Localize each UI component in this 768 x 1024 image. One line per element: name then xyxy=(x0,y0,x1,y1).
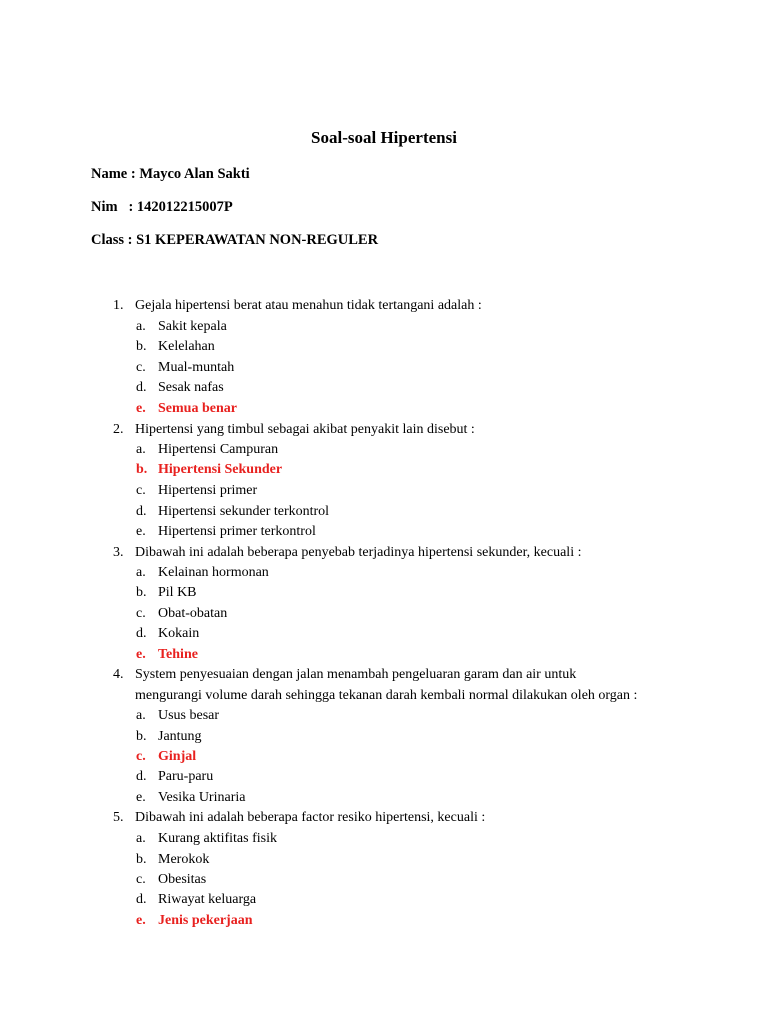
option-letter: d. xyxy=(136,504,147,519)
option-letter: a. xyxy=(136,319,146,334)
question-text: Dibawah ini adalah beberapa factor resiko hipertensi, kecuali : xyxy=(135,810,486,825)
q5-option-d xyxy=(136,890,256,910)
option-text: Pil KB xyxy=(158,585,197,600)
option-letter: c. xyxy=(136,483,146,498)
question-number: 1. xyxy=(113,298,124,313)
option-text: Hipertensi primer terkontrol xyxy=(158,524,316,539)
option-text: Hipertensi Sekunder xyxy=(158,462,283,477)
q5-option-b xyxy=(136,850,209,870)
q2-option-d xyxy=(136,502,329,522)
q4-option-b xyxy=(136,727,202,747)
question-text: Dibawah ini adalah beberapa penyebab terjadinya hipertensi sekunder, kecuali : xyxy=(135,545,582,560)
option-letter: d. xyxy=(136,892,147,907)
option-letter: c. xyxy=(136,872,146,887)
question-1 xyxy=(113,296,482,316)
q2-option-c xyxy=(136,481,257,501)
q5-option-c xyxy=(136,870,206,890)
option-text: Usus besar xyxy=(158,708,220,723)
q3-option-c xyxy=(136,604,227,624)
option-text: Sakit kepala xyxy=(158,319,227,334)
option-letter: e. xyxy=(136,401,146,416)
student-nim-line: Nim : 142012215007P xyxy=(91,199,233,215)
question-number: 2. xyxy=(113,422,124,437)
page-title: Soal-soal Hipertensi xyxy=(311,128,457,147)
option-text: Riwayat keluarga xyxy=(158,892,257,907)
q5-option-e-correct xyxy=(136,911,253,931)
q3-option-d xyxy=(136,624,199,644)
option-text: Ginjal xyxy=(158,749,197,764)
option-text: Obat-obatan xyxy=(158,606,228,621)
student-class-line: Class : S1 KEPERAWATAN NON-REGULER xyxy=(91,232,379,248)
q2-option-e xyxy=(136,522,316,542)
option-letter: b. xyxy=(136,852,147,867)
q2-option-a xyxy=(136,440,278,460)
q1-option-b xyxy=(136,337,215,357)
q1-option-a xyxy=(136,317,227,337)
option-letter: a. xyxy=(136,442,146,457)
option-letter: e. xyxy=(136,647,146,662)
option-letter: b. xyxy=(136,729,147,744)
option-letter: c. xyxy=(136,360,146,375)
q2-option-b-correct xyxy=(136,460,282,480)
option-text: Tehine xyxy=(158,647,198,662)
question-text: System penyesuaian dengan jalan menambah pengeluaran garam dan air untuk xyxy=(135,667,577,682)
option-letter: a. xyxy=(136,831,146,846)
option-text: Merokok xyxy=(158,852,210,867)
option-text: Kurang aktifitas fisik xyxy=(158,831,277,846)
student-name-line: Name : Mayco Alan Sakti xyxy=(91,166,250,182)
question-number: 3. xyxy=(113,545,124,560)
option-letter: b. xyxy=(136,462,148,477)
question-3 xyxy=(113,543,581,563)
option-letter: c. xyxy=(136,606,146,621)
q1-option-e-correct xyxy=(136,399,237,419)
option-text: Jenis pekerjaan xyxy=(158,913,253,928)
q3-option-b xyxy=(136,583,197,603)
option-letter: c. xyxy=(136,749,146,764)
option-text: Semua benar xyxy=(158,401,237,416)
q1-option-c xyxy=(136,358,234,378)
q5-option-a xyxy=(136,829,277,849)
question-text: Hipertensi yang timbul sebagai akibat penyakit lain disebut : xyxy=(135,422,475,437)
q4-option-a xyxy=(136,706,219,726)
q3-option-a xyxy=(136,563,269,583)
option-text: Kelainan hormonan xyxy=(158,565,269,580)
option-text: Paru-paru xyxy=(158,769,214,784)
option-letter: d. xyxy=(136,626,147,641)
option-text: Vesika Urinaria xyxy=(158,790,246,805)
question-2 xyxy=(113,420,475,440)
question-number: 4. xyxy=(113,667,124,682)
question-5 xyxy=(113,808,485,828)
option-text: Hipertensi primer xyxy=(158,483,258,498)
option-letter: d. xyxy=(136,769,147,784)
option-letter: b. xyxy=(136,339,147,354)
option-letter: e. xyxy=(136,790,146,805)
option-letter: b. xyxy=(136,585,147,600)
q3-option-e-correct xyxy=(136,645,198,665)
option-text: Jantung xyxy=(158,729,202,744)
option-text: Obesitas xyxy=(158,872,207,887)
option-letter: e. xyxy=(136,524,146,539)
question-4 xyxy=(113,665,576,685)
q4-option-d xyxy=(136,767,213,787)
option-text: Hipertensi Campuran xyxy=(158,442,279,457)
q4-option-e xyxy=(136,788,245,808)
option-text: Hipertensi sekunder terkontrol xyxy=(158,504,330,519)
option-letter: a. xyxy=(136,565,146,580)
option-text: Sesak nafas xyxy=(158,380,224,395)
option-letter: e. xyxy=(136,913,146,928)
option-letter: d. xyxy=(136,380,147,395)
q1-option-d xyxy=(136,378,224,398)
question-number: 5. xyxy=(113,810,124,825)
q4-option-c-correct xyxy=(136,747,196,767)
option-text: Mual-muntah xyxy=(158,360,235,375)
option-text: Kokain xyxy=(158,626,200,641)
option-text: Kelelahan xyxy=(158,339,215,354)
question-4-continued: mengurangi volume darah sehingga tekanan darah kembali normal dilakukan oleh organ : xyxy=(135,688,638,703)
option-letter: a. xyxy=(136,708,146,723)
question-text: Gejala hipertensi berat atau menahun tidak tertangani adalah : xyxy=(135,298,482,313)
